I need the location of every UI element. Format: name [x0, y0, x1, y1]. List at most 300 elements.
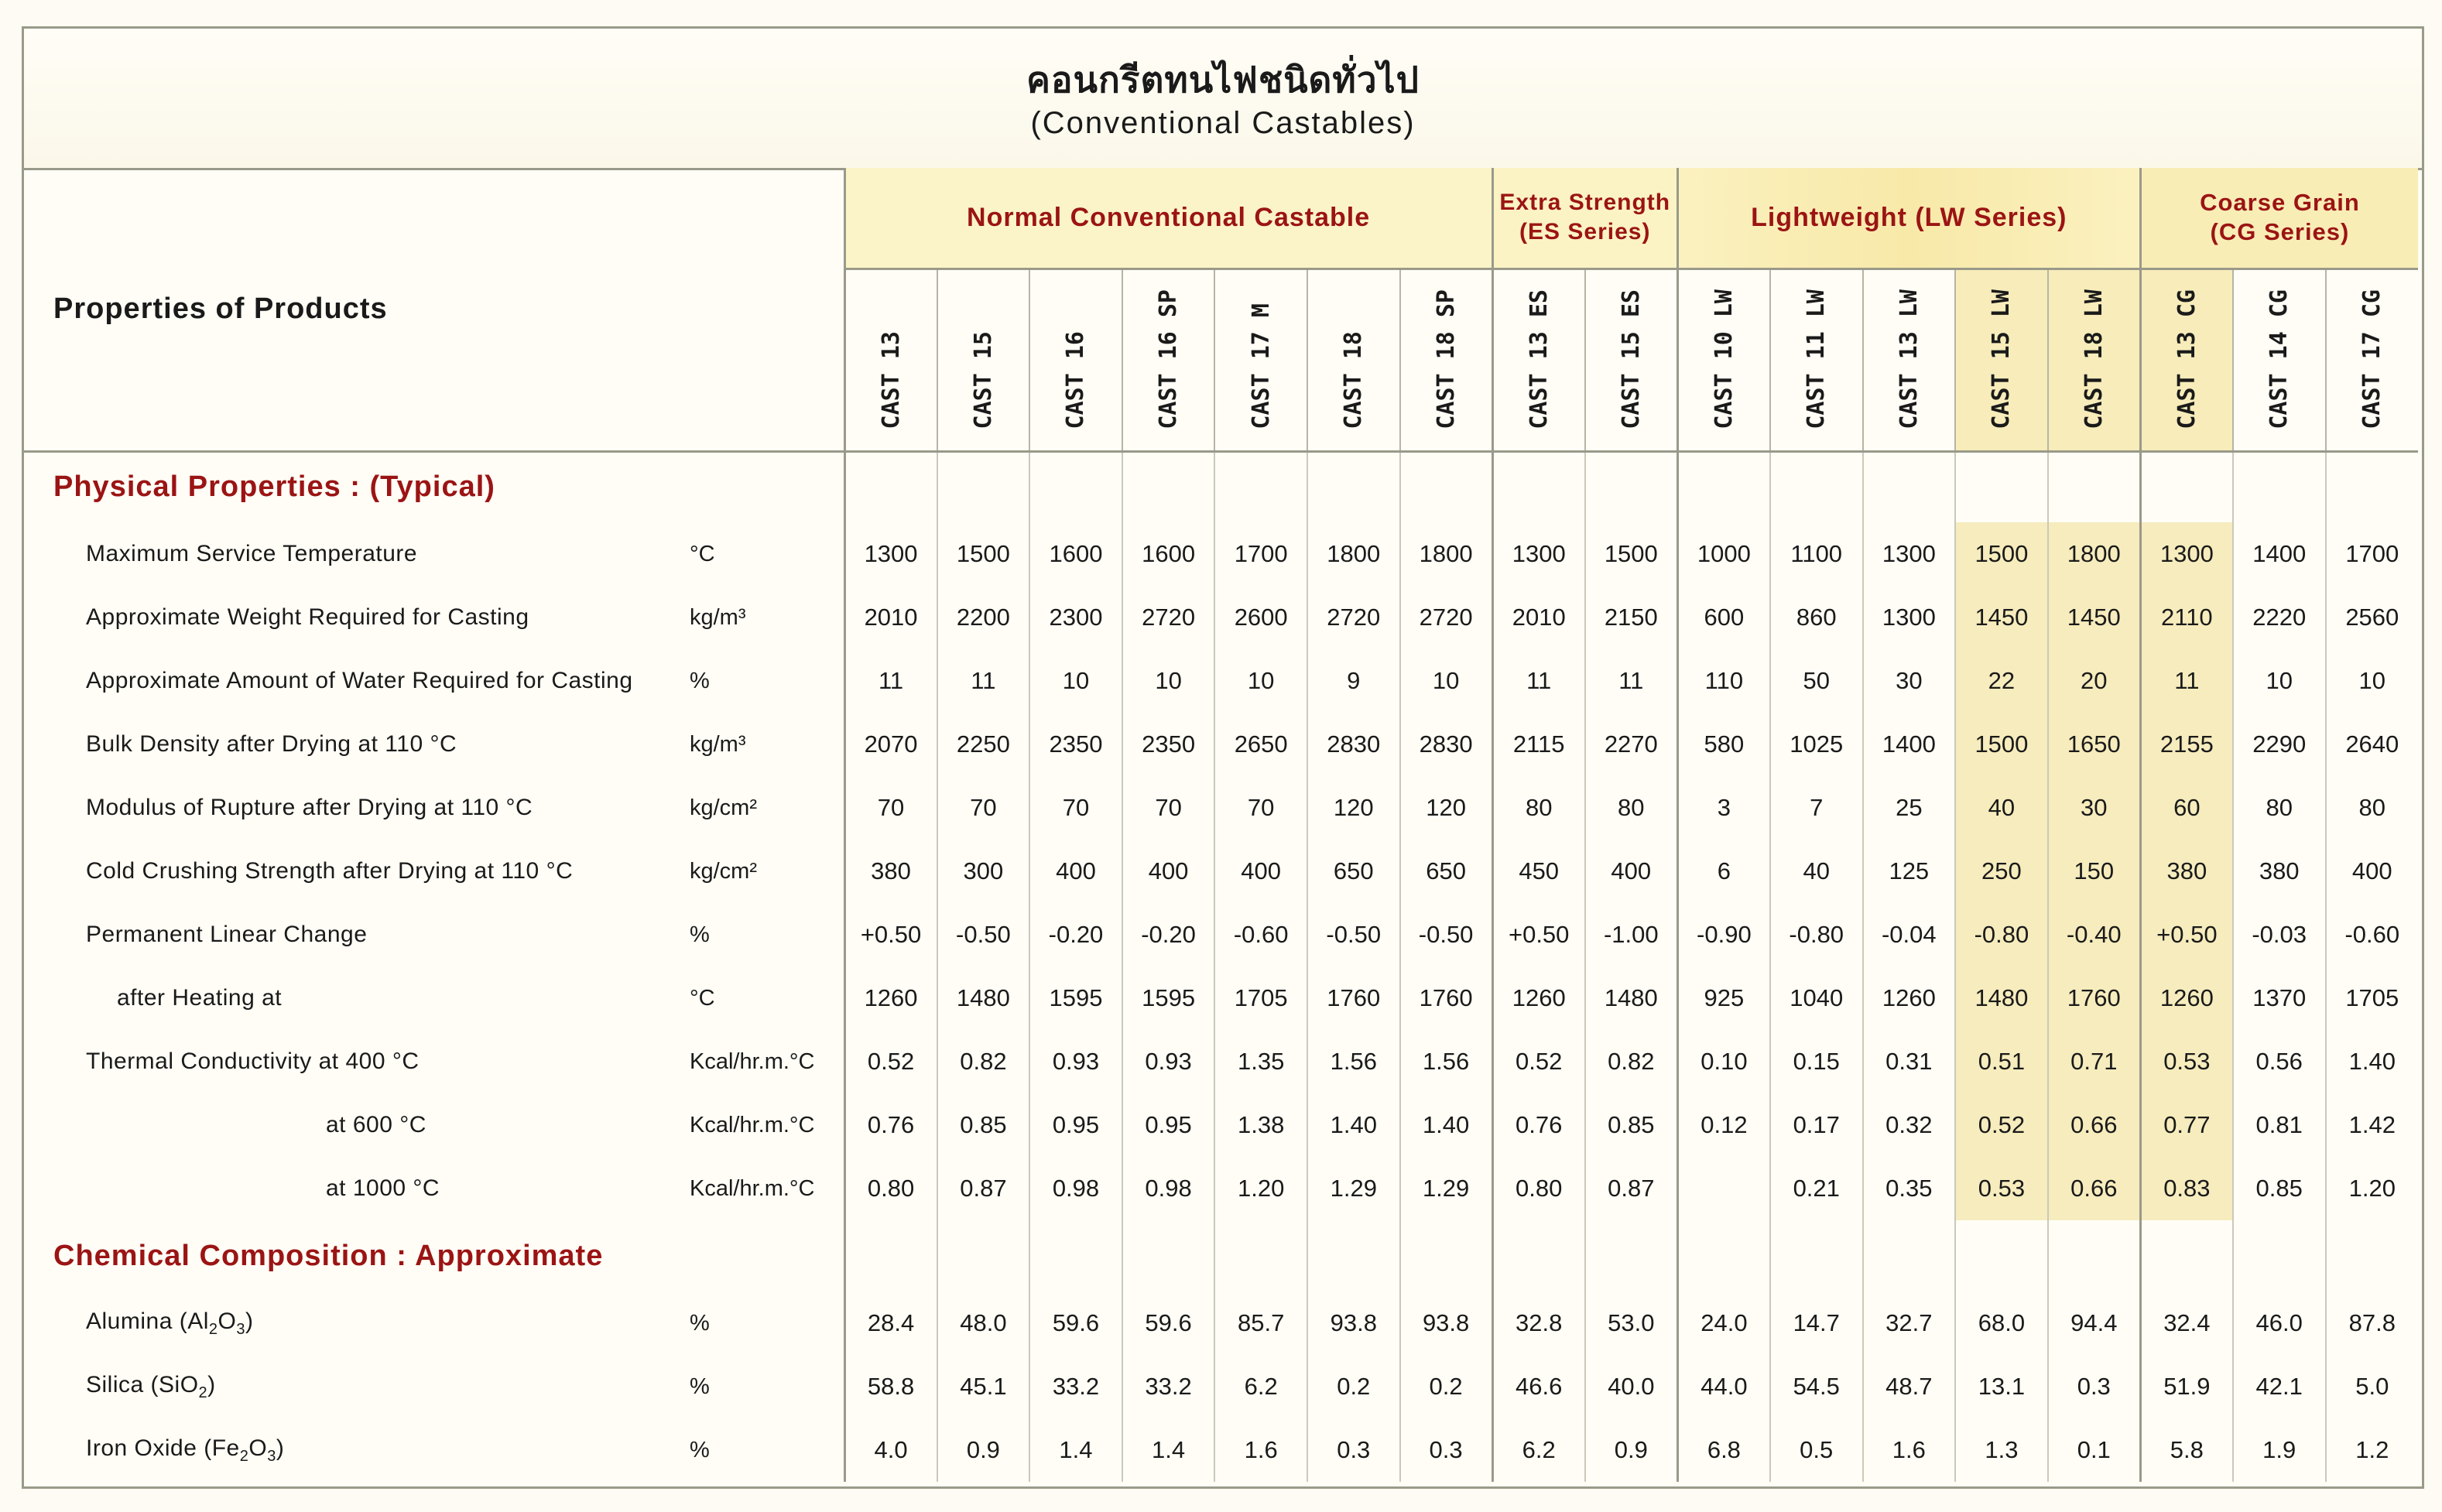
value-cell: 1595: [1029, 966, 1122, 1030]
value-cell: 2220: [2233, 586, 2326, 649]
value-cell: 0.93: [1029, 1030, 1122, 1093]
value-cell: 1.4: [1122, 1418, 1215, 1482]
value-cell: 1.40: [1307, 1093, 1400, 1157]
value-cell: 400: [1214, 840, 1307, 903]
value-cell: -0.60: [2344, 921, 2400, 948]
value-cell: 0.9: [937, 1418, 1030, 1482]
value-cell: 11: [937, 649, 1030, 713]
value-cell: 33.2: [1122, 1355, 1215, 1418]
value-cell: 70: [937, 776, 1030, 840]
value-cell: 24.0: [1677, 1291, 1770, 1355]
value-cell: 50: [1770, 649, 1863, 713]
table-row: [24, 840, 2418, 903]
table-row: [24, 1030, 2418, 1093]
value-cell: 28.4: [844, 1291, 937, 1355]
value-cell: 380: [844, 840, 937, 903]
value-cell: 650: [1307, 840, 1400, 903]
value-cell: 80: [2233, 776, 2326, 840]
product-header: CAST 18 LW: [2048, 269, 2141, 451]
value-cell: 0.76: [844, 1093, 937, 1157]
value-cell: 54.5: [1770, 1355, 1863, 1418]
value-cell: 33.2: [1029, 1355, 1122, 1418]
value-cell: +0.50: [844, 903, 937, 966]
property-label: Cold Crushing Strength after Drying at 110 °C: [86, 858, 574, 884]
value-cell: 1.9: [2233, 1418, 2326, 1482]
product-header: CAST 15: [937, 269, 1030, 451]
value-cell: 2600: [1214, 586, 1307, 649]
value-cell: -0.20: [1122, 903, 1215, 966]
value-cell: 0.52: [844, 1030, 937, 1093]
value-cell: 1705: [1214, 966, 1307, 1030]
value-cell: 120: [1400, 776, 1493, 840]
value-cell: 0.32: [1863, 1093, 1956, 1157]
value-cell: 1040: [1770, 966, 1863, 1030]
value-cell: 2350: [1122, 713, 1215, 776]
value-cell: 0.56: [2233, 1030, 2326, 1093]
value-cell: 1500: [937, 522, 1030, 586]
value-cell: 1100: [1770, 522, 1863, 586]
value-cell: 14.7: [1770, 1291, 1863, 1355]
value-cell: 2720: [1307, 586, 1400, 649]
value-cell: 13.1: [1955, 1355, 2048, 1418]
value-cell: -0.03: [2233, 903, 2326, 966]
value-cell: 0.85: [1585, 1093, 1678, 1157]
group-coarse-grain: Coarse Grain (CG Series): [2140, 168, 2418, 269]
value-cell: 450: [1492, 840, 1585, 903]
product-header: CAST 13 LW: [1863, 269, 1956, 451]
value-cell: 580: [1677, 713, 1770, 776]
value-cell: 10: [1029, 649, 1122, 713]
group-extra-strength: Extra Strength (ES Series): [1492, 168, 1677, 269]
product-header: CAST 16: [1029, 269, 1122, 451]
value-cell: 59.6: [1122, 1291, 1215, 1355]
value-cell: 93.8: [1307, 1291, 1400, 1355]
value-cell: 1480: [1955, 966, 2048, 1030]
value-cell: 40: [1955, 776, 2048, 840]
value-cell: 51.9: [2140, 1355, 2233, 1418]
value-cell: -0.50: [1307, 903, 1400, 966]
unit-label: Kcal/hr.m.°C: [690, 1093, 844, 1157]
unit-label: %: [690, 903, 844, 966]
property-label: after Heating at: [117, 985, 283, 1011]
value-cell: 1.35: [1214, 1030, 1307, 1093]
property-label: Iron Oxide $(Fe_2O_3)$: [86, 1435, 285, 1465]
group-lightweight: Lightweight (LW Series): [1677, 168, 2140, 269]
title-thai: คอนกรีตทนไฟชนิดทั่วไป: [1026, 59, 1420, 101]
value-cell: 2070: [844, 713, 937, 776]
value-cell: 45.1: [937, 1355, 1030, 1418]
value-cell: 2830: [1307, 713, 1400, 776]
value-cell: 10: [1122, 649, 1215, 713]
value-cell: 1500: [1955, 522, 2048, 586]
value-cell: 0.10: [1677, 1030, 1770, 1093]
table-row: [24, 776, 2418, 840]
property-label: Maximum Service Temperature: [86, 541, 418, 566]
value-cell: 1760: [2048, 966, 2141, 1030]
section-heading: Chemical Composition : Approximate: [53, 1239, 604, 1272]
value-cell: 6: [1677, 840, 1770, 903]
unit-label: kg/m³: [690, 586, 844, 649]
properties-of-products-label: Properties of Products: [24, 168, 844, 451]
value-cell: 7: [1770, 776, 1863, 840]
value-cell: 53.0: [1585, 1291, 1678, 1355]
value-cell: 44.0: [1677, 1355, 1770, 1418]
value-cell: 1.56: [1307, 1030, 1400, 1093]
product-header: CAST 16 SP: [1122, 269, 1215, 451]
value-cell: 60: [2140, 776, 2233, 840]
value-cell: 0.71: [2048, 1030, 2141, 1093]
value-cell: 0.98: [1122, 1157, 1215, 1220]
product-header: CAST 10 LW: [1677, 269, 1770, 451]
value-cell: 80: [1585, 776, 1678, 840]
value-cell: 1.42: [2348, 1111, 2396, 1138]
section-heading: Physical Properties : (Typical): [53, 470, 495, 504]
group-normal-conventional: Normal Conventional Castable: [844, 168, 1492, 269]
value-cell: 0.52: [1955, 1093, 2048, 1157]
value-cell: 93.8: [1400, 1291, 1493, 1355]
value-cell: 70: [1029, 776, 1122, 840]
unit-label: kg/cm²: [690, 776, 844, 840]
value-cell: 0.5: [1770, 1418, 1863, 1482]
value-cell: 1705: [2345, 984, 2399, 1011]
property-label: Approximate Amount of Water Required for Casting: [86, 668, 633, 693]
value-cell: 0.66: [2048, 1157, 2141, 1220]
value-cell: 22: [1955, 649, 2048, 713]
value-cell: 1.2: [2355, 1436, 2389, 1463]
value-cell: 0.80: [1492, 1157, 1585, 1220]
value-cell: 1260: [1492, 966, 1585, 1030]
value-cell: 0.87: [937, 1157, 1030, 1220]
table-body: [24, 451, 2418, 1482]
value-cell: 80: [2358, 794, 2386, 821]
value-cell: 58.8: [844, 1355, 937, 1418]
value-cell: 1300: [844, 522, 937, 586]
value-cell: -0.80: [1955, 903, 2048, 966]
value-cell: 0.17: [1770, 1093, 1863, 1157]
value-cell: 1025: [1770, 713, 1863, 776]
table-row: [24, 586, 2418, 649]
value-cell: [1677, 1157, 1770, 1220]
value-cell: 1.20: [1214, 1157, 1307, 1220]
value-cell: 3: [1677, 776, 1770, 840]
value-cell: 0.3: [2048, 1355, 2141, 1418]
value-cell: 30: [1863, 649, 1956, 713]
value-cell: 32.7: [1863, 1291, 1956, 1355]
value-cell: 6.2: [1492, 1418, 1585, 1482]
value-cell: 1800: [1307, 522, 1400, 586]
table-row: [24, 966, 2418, 1030]
value-cell: 2010: [1492, 586, 1585, 649]
value-cell: 0.98: [1029, 1157, 1122, 1220]
value-cell: 0.1: [2048, 1418, 2141, 1482]
value-cell: 380: [2233, 840, 2326, 903]
value-cell: 0.66: [2048, 1093, 2141, 1157]
table-row: [24, 713, 2418, 776]
property-label: Silica (SiO$_2$): [86, 1371, 216, 1401]
value-cell: 0.77: [2140, 1093, 2233, 1157]
value-cell: 0.82: [937, 1030, 1030, 1093]
value-cell: 0.83: [2140, 1157, 2233, 1220]
value-cell: 0.2: [1307, 1355, 1400, 1418]
value-cell: 2300: [1029, 586, 1122, 649]
unit-label: Kcal/hr.m.°C: [690, 1030, 844, 1093]
product-header: CAST 15 LW: [1955, 269, 2048, 451]
value-cell: 40: [1770, 840, 1863, 903]
value-cell: 0.93: [1122, 1030, 1215, 1093]
value-cell: 1.40: [2348, 1048, 2396, 1075]
unit-label: %: [690, 649, 844, 713]
value-cell: 1800: [1400, 522, 1493, 586]
product-header: CAST 13 ES: [1492, 269, 1585, 451]
value-cell: 80: [1492, 776, 1585, 840]
unit-label: kg/cm²: [690, 840, 844, 903]
value-cell: 48.0: [937, 1291, 1030, 1355]
value-cell: 25: [1863, 776, 1956, 840]
value-cell: 0.9: [1585, 1418, 1678, 1482]
value-cell: 1450: [1955, 586, 2048, 649]
product-header: CAST 15 ES: [1585, 269, 1678, 451]
unit-label: Kcal/hr.m.°C: [690, 1157, 844, 1220]
value-cell: 2720: [1400, 586, 1493, 649]
value-cell: 4.0: [844, 1418, 937, 1482]
value-cell: 0.87: [1585, 1157, 1678, 1220]
value-cell: 380: [2140, 840, 2233, 903]
value-cell: 1.6: [1863, 1418, 1956, 1482]
value-cell: 6.8: [1677, 1418, 1770, 1482]
value-cell: 32.4: [2140, 1291, 2233, 1355]
table-row: [24, 1418, 2418, 1482]
value-cell: 42.1: [2233, 1355, 2326, 1418]
value-cell: 0.3: [1307, 1418, 1400, 1482]
value-cell: 1300: [1492, 522, 1585, 586]
value-cell: 1.29: [1400, 1157, 1493, 1220]
value-cell: 1400: [2233, 522, 2326, 586]
product-header: CAST 11 LW: [1770, 269, 1863, 451]
value-cell: 11: [1492, 649, 1585, 713]
value-cell: 1.3: [1955, 1418, 2048, 1482]
value-cell: 0.15: [1770, 1030, 1863, 1093]
value-cell: 2110: [2140, 586, 2233, 649]
value-cell: -0.04: [1863, 903, 1956, 966]
value-cell: 70: [1214, 776, 1307, 840]
value-cell: 1.56: [1400, 1030, 1493, 1093]
value-cell: 2290: [2233, 713, 2326, 776]
title-english: (Conventional Castables): [1030, 106, 1416, 140]
property-label: Modulus of Rupture after Drying at 110 °C: [86, 795, 533, 820]
value-cell: 0.31: [1863, 1030, 1956, 1093]
value-cell: -0.60: [1214, 903, 1307, 966]
value-cell: -0.90: [1677, 903, 1770, 966]
spec-sheet: [22, 26, 2424, 1489]
value-cell: 11: [844, 649, 937, 713]
value-cell: 0.12: [1677, 1093, 1770, 1157]
value-cell: 87.8: [2348, 1309, 2396, 1336]
value-cell: 30: [2048, 776, 2141, 840]
property-label: Thermal Conductivity at 400 °C: [86, 1048, 420, 1074]
value-cell: 1260: [1863, 966, 1956, 1030]
value-cell: 46.6: [1492, 1355, 1585, 1418]
property-label: Approximate Weight Required for Casting: [86, 604, 529, 630]
value-cell: 11: [1585, 649, 1678, 713]
value-cell: 0.95: [1029, 1093, 1122, 1157]
table-row: [24, 649, 2418, 713]
value-cell: 2830: [1400, 713, 1493, 776]
value-cell: 0.85: [937, 1093, 1030, 1157]
product-header: CAST 18 SP: [1400, 269, 1493, 451]
value-cell: 650: [1400, 840, 1493, 903]
product-header: CAST 17 CG: [2326, 269, 2419, 451]
value-cell: -0.20: [1029, 903, 1122, 966]
value-cell: 6.2: [1214, 1355, 1307, 1418]
value-cell: 0.21: [1770, 1157, 1863, 1220]
unit-label: %: [690, 1291, 844, 1355]
value-cell: 46.0: [2233, 1291, 2326, 1355]
value-cell: 1800: [2048, 522, 2141, 586]
value-cell: 5.8: [2140, 1418, 2233, 1482]
product-header: CAST 13: [844, 269, 937, 451]
value-cell: 0.53: [1955, 1157, 2048, 1220]
value-cell: 1.40: [1400, 1093, 1493, 1157]
unit-label: %: [690, 1418, 844, 1482]
value-cell: 860: [1770, 586, 1863, 649]
value-cell: 2150: [1585, 586, 1678, 649]
table-row: [24, 1291, 2418, 1355]
value-cell: 600: [1677, 586, 1770, 649]
value-cell: 1500: [1585, 522, 1678, 586]
value-cell: 2200: [937, 586, 1030, 649]
property-label: Permanent Linear Change: [86, 922, 368, 947]
title-block: [24, 29, 2422, 170]
value-cell: 1.6: [1214, 1418, 1307, 1482]
table-row: [24, 1157, 2418, 1220]
product-header: CAST 14 CG: [2233, 269, 2326, 451]
value-cell: 10: [1214, 649, 1307, 713]
value-cell: 0.52: [1492, 1030, 1585, 1093]
product-header: CAST 18: [1307, 269, 1400, 451]
value-cell: 1300: [1863, 522, 1956, 586]
value-cell: 1480: [937, 966, 1030, 1030]
value-cell: 0.35: [1863, 1157, 1956, 1220]
value-cell: 5.0: [2355, 1373, 2389, 1400]
value-cell: 1000: [1677, 522, 1770, 586]
product-header: CAST 17 M: [1214, 269, 1307, 451]
value-cell: 0.95: [1122, 1093, 1215, 1157]
value-cell: 0.81: [2233, 1093, 2326, 1157]
unit-label: °C: [690, 522, 844, 586]
value-cell: 925: [1677, 966, 1770, 1030]
value-cell: -0.50: [937, 903, 1030, 966]
unit-label: %: [690, 1355, 844, 1418]
value-cell: 400: [2351, 857, 2392, 884]
value-cell: 2640: [2345, 730, 2399, 758]
value-cell: 400: [1585, 840, 1678, 903]
value-cell: 2010: [844, 586, 937, 649]
value-cell: 0.76: [1492, 1093, 1585, 1157]
value-cell: 0.53: [2140, 1030, 2233, 1093]
value-cell: 70: [1122, 776, 1215, 840]
value-cell: 1700: [2345, 540, 2399, 567]
table-row: [24, 1093, 2418, 1157]
value-cell: +0.50: [1492, 903, 1585, 966]
value-cell: 1260: [2140, 966, 2233, 1030]
property-label: Bulk Density after Drying at 110 °C: [86, 731, 457, 757]
value-cell: 10: [1400, 649, 1493, 713]
value-cell: 1600: [1029, 522, 1122, 586]
value-cell: 10: [2233, 649, 2326, 713]
value-cell: 1.38: [1214, 1093, 1307, 1157]
value-cell: 1500: [1955, 713, 2048, 776]
value-cell: 300: [937, 840, 1030, 903]
value-cell: 120: [1307, 776, 1400, 840]
value-cell: -1.00: [1585, 903, 1678, 966]
property-label: Alumina $(Al_2O_3)$: [86, 1308, 254, 1338]
value-cell: 2270: [1585, 713, 1678, 776]
value-cell: 68.0: [1955, 1291, 2048, 1355]
value-cell: 11: [2140, 649, 2233, 713]
properties-table: [24, 168, 2418, 1482]
value-cell: -0.40: [2048, 903, 2141, 966]
value-cell: 40.0: [1585, 1355, 1678, 1418]
value-cell: +0.50: [2140, 903, 2233, 966]
value-cell: 2250: [937, 713, 1030, 776]
value-cell: 9: [1307, 649, 1400, 713]
value-cell: 110: [1677, 649, 1770, 713]
value-cell: 1.4: [1029, 1418, 1122, 1482]
property-label: at 600 °C: [326, 1112, 426, 1137]
unit-label: kg/m³: [690, 713, 844, 776]
value-cell: -0.80: [1770, 903, 1863, 966]
value-cell: 1.20: [2348, 1175, 2396, 1202]
value-cell: -0.50: [1400, 903, 1493, 966]
value-cell: 400: [1029, 840, 1122, 903]
value-cell: 2155: [2140, 713, 2233, 776]
section-row: [24, 1220, 2418, 1291]
value-cell: 0.2: [1400, 1355, 1493, 1418]
value-cell: 1760: [1307, 966, 1400, 1030]
section-row: [24, 451, 2418, 522]
value-cell: 48.7: [1863, 1355, 1956, 1418]
value-cell: 94.4: [2048, 1291, 2141, 1355]
value-cell: 2560: [2345, 604, 2399, 631]
value-cell: 400: [1122, 840, 1215, 903]
value-cell: 1650: [2048, 713, 2141, 776]
value-cell: 2650: [1214, 713, 1307, 776]
value-cell: 0.82: [1585, 1030, 1678, 1093]
value-cell: 125: [1863, 840, 1956, 903]
unit-label: °C: [690, 966, 844, 1030]
value-cell: 1300: [2140, 522, 2233, 586]
value-cell: 0.80: [844, 1157, 937, 1220]
value-cell: 2720: [1122, 586, 1215, 649]
value-cell: 0.85: [2233, 1157, 2326, 1220]
value-cell: 32.8: [1492, 1291, 1585, 1355]
property-label: at 1000 °C: [326, 1175, 440, 1201]
table-row: [24, 1355, 2418, 1418]
value-cell: 1.29: [1307, 1157, 1400, 1220]
value-cell: 1260: [844, 966, 937, 1030]
table-row: [24, 522, 2418, 586]
value-cell: 1400: [1863, 713, 1956, 776]
value-cell: 1700: [1214, 522, 1307, 586]
value-cell: 85.7: [1214, 1291, 1307, 1355]
value-cell: 1480: [1585, 966, 1678, 1030]
product-header: CAST 13 CG: [2140, 269, 2233, 451]
value-cell: 2350: [1029, 713, 1122, 776]
value-cell: 0.3: [1400, 1418, 1493, 1482]
value-cell: 10: [2358, 667, 2386, 694]
value-cell: 70: [844, 776, 937, 840]
value-cell: 1300: [1863, 586, 1956, 649]
